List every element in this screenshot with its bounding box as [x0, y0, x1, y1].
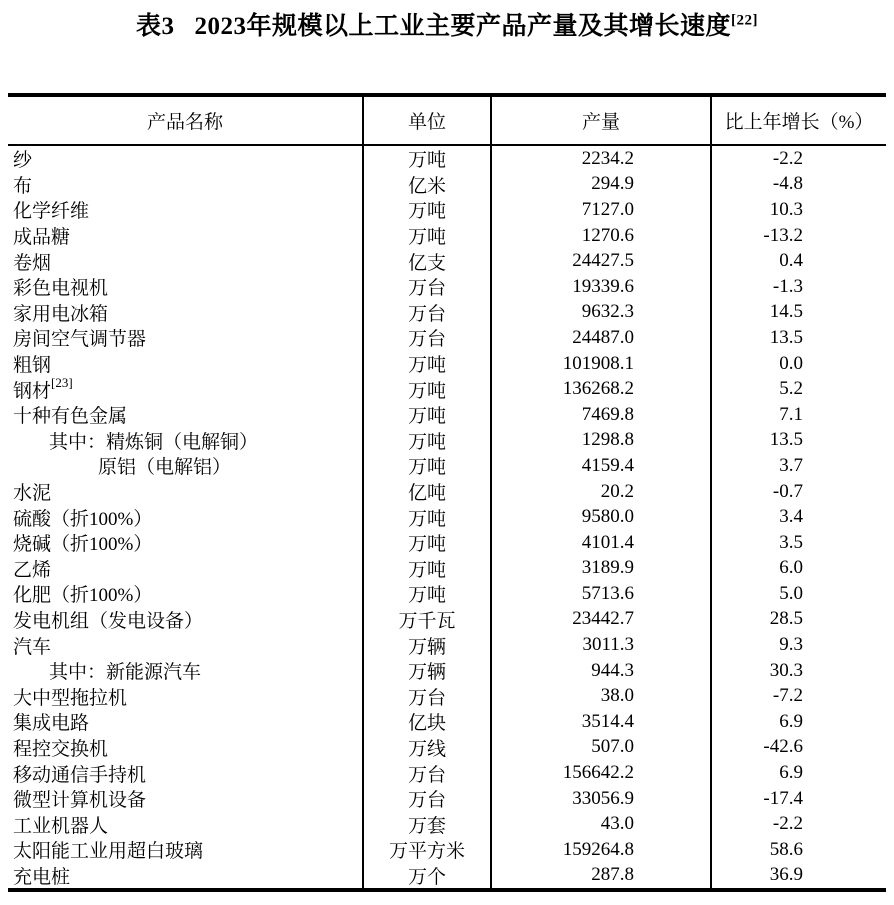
table-row [8, 607, 886, 633]
output-value-cell: 23442.7 [490, 607, 710, 633]
unit-cell: 亿支 [362, 248, 490, 274]
table-row [8, 402, 886, 428]
growth-value-cell: 14.5 [710, 300, 886, 326]
unit-cell: 万台 [362, 274, 490, 300]
growth-value-cell: 58.6 [710, 837, 886, 863]
growth-value-cell: 0.4 [710, 248, 886, 274]
unit-cell: 亿吨 [362, 479, 490, 505]
unit-cell: 万吨 [362, 146, 490, 172]
title-footnote-ref: [22] [731, 12, 759, 29]
unit-cell: 万吨 [362, 223, 490, 249]
product-name-text: 移动通信手持机 [13, 764, 147, 786]
unit-cell: 万线 [362, 735, 490, 761]
product-name-text: 大中型拖拉机 [13, 687, 128, 709]
unit-cell: 万台 [362, 760, 490, 786]
table-row [8, 325, 886, 351]
table-row [8, 735, 886, 761]
product-name-text: 化肥（折100%） [13, 585, 153, 607]
table-row [8, 530, 886, 556]
table-row [8, 504, 886, 530]
product-name-text: 卷烟 [13, 252, 52, 274]
product-name-text: 硫酸（折100%） [13, 508, 153, 530]
output-value-cell: 287.8 [490, 863, 710, 889]
product-name-cell [8, 658, 362, 684]
product-name-cell [8, 811, 362, 837]
unit-cell: 万吨 [362, 197, 490, 223]
table-row [8, 863, 886, 889]
product-name-text: 粗钢 [13, 355, 52, 377]
table-row [8, 376, 886, 402]
growth-value-cell: 6.9 [710, 760, 886, 786]
footnote-ref: [23] [51, 376, 73, 391]
output-value-cell: 159264.8 [490, 837, 710, 863]
table-row [8, 300, 886, 326]
product-name-cell [8, 325, 362, 351]
unit-cell: 万吨 [362, 530, 490, 556]
unit-cell: 万吨 [362, 402, 490, 428]
product-name-text: 汽车 [13, 636, 52, 658]
output-value-cell: 4101.4 [490, 530, 710, 556]
product-name-text: 家用电冰箱 [13, 303, 109, 325]
output-value-cell: 507.0 [490, 735, 710, 761]
growth-value-cell: -1.3 [710, 274, 886, 300]
product-name-text: 程控交换机 [13, 738, 109, 760]
growth-value-cell: -13.2 [710, 223, 886, 249]
product-name-text: 水泥 [13, 483, 52, 505]
table-number-label: 表3 [135, 13, 175, 40]
product-name-cell [8, 274, 362, 300]
output-value-cell: 5713.6 [490, 581, 710, 607]
output-value-cell: 294.9 [490, 172, 710, 198]
unit-cell: 亿米 [362, 172, 490, 198]
column-header-unit: 单位 [362, 97, 490, 144]
growth-value-cell: 30.3 [710, 658, 886, 684]
table-row [8, 453, 886, 479]
unit-cell: 万吨 [362, 351, 490, 377]
table-title [0, 10, 894, 44]
output-value-cell: 3514.4 [490, 709, 710, 735]
product-name-cell [8, 632, 362, 658]
product-name-text: 原铝（电解铝） [98, 457, 232, 479]
product-name-cell [8, 607, 362, 633]
unit-cell: 万套 [362, 811, 490, 837]
product-name-text: 彩色电视机 [13, 278, 109, 300]
output-value-cell: 1270.6 [490, 223, 710, 249]
unit-cell: 万千瓦 [362, 607, 490, 633]
table-row [8, 683, 886, 709]
table-row [8, 479, 886, 505]
output-value-cell: 43.0 [490, 811, 710, 837]
product-name-text: 房间空气调节器 [13, 329, 147, 351]
product-name-cell [8, 709, 362, 735]
output-value-cell: 136268.2 [490, 376, 710, 402]
growth-value-cell: 5.2 [710, 376, 886, 402]
table-row [8, 428, 886, 454]
product-name-text: 成品糖 [13, 227, 71, 249]
output-value-cell: 156642.2 [490, 760, 710, 786]
product-name-text: 烧碱（折100%） [13, 534, 153, 556]
growth-value-cell: 28.5 [710, 607, 886, 633]
output-value-cell: 1298.8 [490, 428, 710, 454]
growth-value-cell: -4.8 [710, 172, 886, 198]
unit-cell: 万台 [362, 786, 490, 812]
unit-cell: 万台 [362, 300, 490, 326]
product-name-cell [8, 376, 362, 402]
growth-value-cell: 13.5 [710, 325, 886, 351]
column-header-product: 产品名称 [146, 112, 223, 133]
unit-cell: 万台 [362, 325, 490, 351]
growth-value-cell: -2.2 [710, 146, 886, 172]
table-row [8, 760, 886, 786]
table-row [8, 197, 886, 223]
growth-value-cell: 6.9 [710, 709, 886, 735]
product-name-cell [8, 248, 362, 274]
output-value-cell: 38.0 [490, 683, 710, 709]
product-name-cell [8, 863, 362, 889]
unit-cell: 万台 [362, 683, 490, 709]
growth-value-cell: 7.1 [710, 402, 886, 428]
unit-cell: 万个 [362, 863, 490, 889]
table-row [8, 786, 886, 812]
product-name-cell [8, 556, 362, 582]
product-name-text: 十种有色金属 [13, 406, 128, 428]
growth-value-cell: 9.3 [710, 632, 886, 658]
table-title-text: 2023年规模以上工业主要产品产量及其增长速度 [194, 13, 732, 40]
product-name-text: 纱 [13, 150, 33, 172]
growth-value-cell: 6.0 [710, 556, 886, 582]
output-value-cell: 944.3 [490, 658, 710, 684]
product-name-text: 工业机器人 [13, 815, 109, 837]
product-name-cell [8, 683, 362, 709]
product-name-text: 其中：精炼铜（电解铜） [49, 431, 259, 453]
table-body [8, 146, 886, 888]
unit-cell: 万吨 [362, 581, 490, 607]
table-row [8, 658, 886, 684]
product-name-text: 发电机组（发电设备） [13, 610, 204, 632]
product-name-text: 太阳能工业用超白玻璃 [13, 841, 204, 863]
growth-value-cell: 5.0 [710, 581, 886, 607]
product-name-text: 钢材 [13, 380, 52, 402]
output-value-cell: 9580.0 [490, 504, 710, 530]
table-row [8, 223, 886, 249]
table-row [8, 248, 886, 274]
product-name-cell [8, 300, 362, 326]
output-value-cell: 19339.6 [490, 274, 710, 300]
table-row [8, 146, 886, 172]
unit-cell: 亿块 [362, 709, 490, 735]
growth-value-cell: 3.5 [710, 530, 886, 556]
growth-value-cell: 36.9 [710, 863, 886, 889]
output-value-cell: 33056.9 [490, 786, 710, 812]
product-name-cell [8, 786, 362, 812]
growth-value-cell: 3.7 [710, 453, 886, 479]
product-name-text: 微型计算机设备 [13, 790, 147, 812]
unit-cell: 万吨 [362, 453, 490, 479]
unit-cell: 万吨 [362, 556, 490, 582]
table-header-row [8, 97, 886, 146]
product-name-cell [8, 479, 362, 505]
table-row [8, 837, 886, 863]
product-name-cell [8, 504, 362, 530]
column-header-growth: 比上年增长（%） [710, 97, 886, 144]
product-name-cell [8, 428, 362, 454]
product-name-cell [8, 760, 362, 786]
product-name-cell [8, 402, 362, 428]
growth-value-cell: -42.6 [710, 735, 886, 761]
output-value-cell: 4159.4 [490, 453, 710, 479]
output-value-cell: 24427.5 [490, 248, 710, 274]
product-name-cell [8, 223, 362, 249]
product-name-cell [8, 197, 362, 223]
product-name-text: 其中：新能源汽车 [49, 662, 202, 684]
unit-cell: 万吨 [362, 504, 490, 530]
product-name-cell [8, 172, 362, 198]
growth-value-cell: -0.7 [710, 479, 886, 505]
product-name-cell [8, 530, 362, 556]
product-name-text: 集成电路 [13, 713, 90, 735]
output-value-cell: 3189.9 [490, 556, 710, 582]
growth-value-cell: 13.5 [710, 428, 886, 454]
growth-value-cell: -17.4 [710, 786, 886, 812]
unit-cell: 万辆 [362, 632, 490, 658]
output-value-cell: 9632.3 [490, 300, 710, 326]
output-value-cell: 7127.0 [490, 197, 710, 223]
table-row [8, 709, 886, 735]
product-name-text: 乙烯 [13, 559, 52, 581]
product-name-cell [8, 837, 362, 863]
table-row [8, 556, 886, 582]
product-name-text: 化学纤维 [13, 201, 90, 223]
table-row [8, 632, 886, 658]
growth-value-cell: 3.4 [710, 504, 886, 530]
product-name-text: 布 [13, 175, 33, 197]
product-name-cell [8, 146, 362, 172]
product-name-text: 充电桩 [13, 866, 71, 888]
product-name-cell [8, 735, 362, 761]
table-row [8, 351, 886, 377]
products-output-table [8, 93, 886, 892]
unit-cell: 万辆 [362, 658, 490, 684]
growth-value-cell: 0.0 [710, 351, 886, 377]
table-row [8, 274, 886, 300]
unit-cell: 万吨 [362, 376, 490, 402]
table-row [8, 172, 886, 198]
table-row [8, 581, 886, 607]
output-value-cell: 24487.0 [490, 325, 710, 351]
growth-value-cell: 10.3 [710, 197, 886, 223]
product-name-cell [8, 581, 362, 607]
output-value-cell: 101908.1 [490, 351, 710, 377]
output-value-cell: 3011.3 [490, 632, 710, 658]
table-row [8, 811, 886, 837]
output-value-cell: 7469.8 [490, 402, 710, 428]
unit-cell: 万吨 [362, 428, 490, 454]
product-name-cell [8, 453, 362, 479]
unit-cell: 万平方米 [362, 837, 490, 863]
growth-value-cell: -7.2 [710, 683, 886, 709]
column-header-output: 产量 [490, 97, 710, 144]
product-name-cell [8, 351, 362, 377]
output-value-cell: 20.2 [490, 479, 710, 505]
growth-value-cell: -2.2 [710, 811, 886, 837]
output-value-cell: 2234.2 [490, 146, 710, 172]
